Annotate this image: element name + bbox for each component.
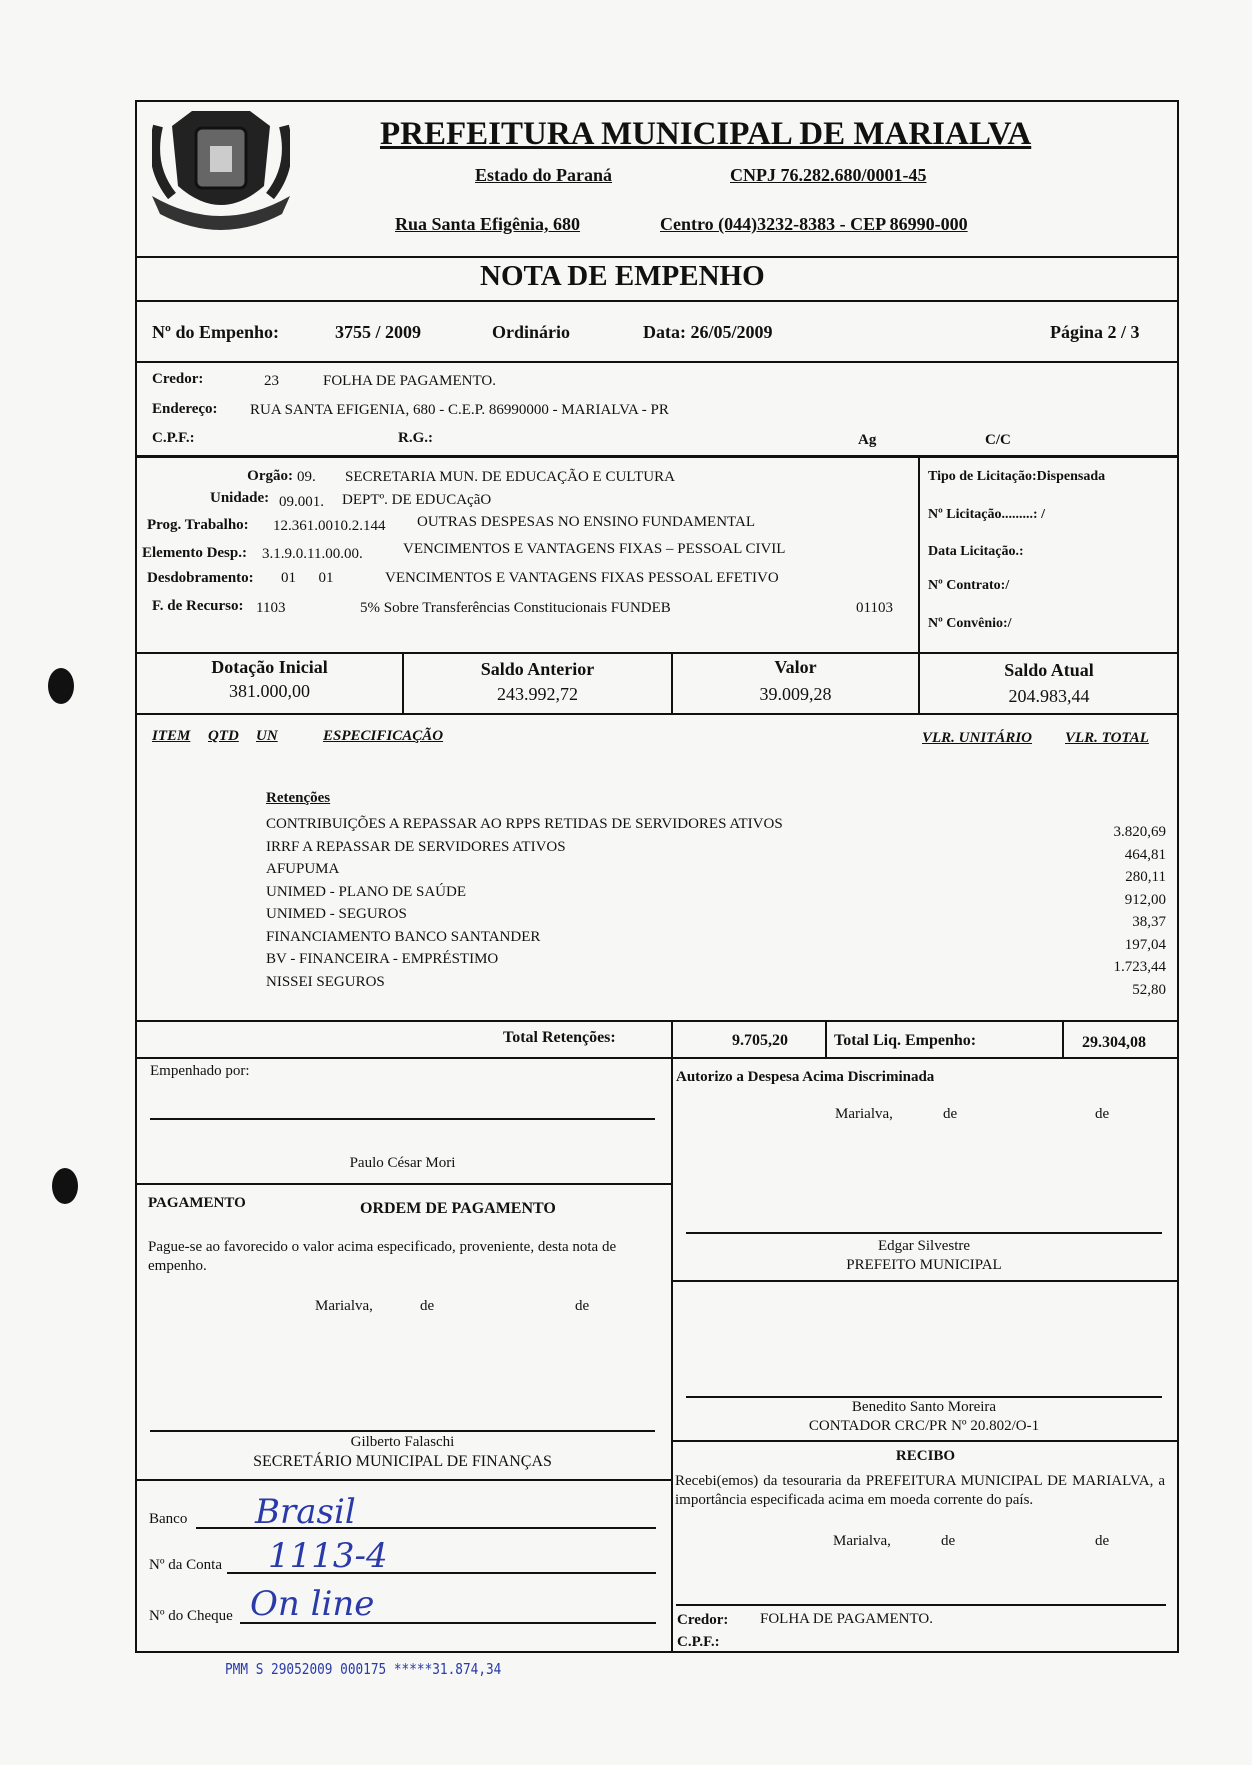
elemento-desc: VENCIMENTOS E VANTAGENS FIXAS – PESSOAL CIVIL [403,541,786,557]
retencao-desc: BV - FINANCEIRA - EMPRÉSTIMO [266,951,499,967]
signature-line [676,1604,1166,1606]
prog-trabalho-code: 12.361.0010.2.144 [273,518,386,534]
cc-label: C/C [985,432,1011,448]
recibo-credor: FOLHA DE PAGAMENTO. [760,1611,933,1627]
retencao-value: 912,00 [1124,891,1166,908]
col-qtd: QTD [208,728,239,744]
credor-name: FOLHA DE PAGAMENTO. [323,373,496,389]
orgao-code: 09. [297,469,316,485]
recibo-place: Marialva, [833,1533,891,1549]
total-retencoes-label: Total Retenções: [503,1029,616,1046]
desdobramento-label: Desdobramento: [147,570,254,586]
divider [135,300,1179,302]
autorizo-de1: de [943,1106,958,1122]
recurso-code: 1103 [256,600,286,616]
retencao-value: 464,81 [1124,846,1166,863]
elemento-code: 3.1.9.0.11.00.00. [262,546,363,562]
orgao-label: Orgão: [247,468,293,484]
elemento-label: Elemento Desp.: [142,545,247,561]
saldo-atual-value: 204.983,44 [1008,686,1090,706]
conta-label: Nº da Conta [149,1557,222,1573]
retencao-value: 197,04 [1124,936,1166,953]
cpf-label: C.P.F.: [152,430,195,446]
total-liquido-value: 29.304,08 [1082,1034,1146,1051]
recibo-title: RECIBO [895,1448,956,1464]
unidade-code: 09.001. [279,494,324,510]
retencao-desc: NISSEI SEGUROS [266,973,385,990]
address-label: Endereço: [152,401,218,417]
dotacao-value: 381.000,00 [229,681,310,701]
divider [671,1440,1179,1442]
divider [918,457,920,653]
retencao-desc: CONTRIBUIÇÕES A REPASSAR AO RPPS RETIDAS DE SERVIDORES ATIVOS [266,816,783,832]
page-number: Página 2 / 3 [1050,322,1140,342]
signature-line [150,1430,655,1432]
empenhado-label: Empenhado por: [150,1063,250,1079]
divider [1062,1020,1064,1058]
retencao-value: 280,11 [1125,869,1166,885]
contador-name: Benedito Santo Moreira [851,1399,997,1415]
signature-line [686,1232,1162,1234]
credor-code: 23 [264,373,279,389]
saldo-atual-label: Saldo Atual [1004,660,1094,680]
document-title: NOTA DE EMPENHO [480,260,765,292]
cheque-label: Nº do Cheque [149,1608,233,1624]
empenho-label: Nº do Empenho: [152,322,279,342]
col-especificacao: ESPECIFICAÇÃO [323,728,444,744]
prefeito-name: Edgar Silvestre [877,1238,971,1254]
conta-value: 1113-4 [268,1536,388,1576]
pagamento-label: PAGAMENTO [148,1195,246,1211]
retencao-desc: FINANCIAMENTO BANCO SANTANDER [266,928,541,945]
empenho-date: Data: 26/05/2009 [643,322,773,342]
autorizo-place: Marialva, [835,1106,893,1122]
divider [135,713,1179,715]
orgao-desc: SECRETARIA MUN. DE EDUCAÇÃO E CULTURA [345,469,675,485]
empenhado-name: Paulo César Mori [349,1155,456,1171]
rg-label: R.G.: [398,430,433,446]
prefeitura-title: PREFEITURA MUNICIPAL DE MARIALVA [380,116,1032,152]
saldo-anterior-value: 243.992,72 [497,684,578,704]
col-vlr-unitario: VLR. UNITÁRIO [922,730,1033,746]
retencao-desc: UNIMED - PLANO DE SAÚDE [266,883,466,900]
retencao-value: 3.820,69 [1113,824,1166,840]
numero-convenio: Nº Convênio:/ [928,616,1012,631]
contact: Centro (044)3232-8383 - CEP 86990-000 [660,214,968,234]
unidade-label: Unidade: [210,490,270,506]
recurso-desc: 5% Sobre Transferências Constitucionais FUNDEB [360,600,671,616]
retencao-value: 1.723,44 [1113,959,1166,975]
autorizo-title: Autorizo a Despesa Acima Discriminada [676,1069,935,1085]
numero-licitacao: Nº Licitação.........: / [928,507,1045,522]
dotacao-label: Dotação Inicial [211,657,328,677]
ordem-pagamento-title: ORDEM DE PAGAMENTO [360,1200,556,1217]
pagamento-de2: de [575,1298,590,1314]
divider [135,652,1179,654]
total-liquido-label: Total Liq. Empenho: [834,1032,977,1049]
col-un: UN [256,728,278,744]
retencao-desc: UNIMED - SEGUROS [266,906,407,922]
pagamento-place: Marialva, [315,1298,373,1314]
desdobramento-code: 01 01 [281,570,334,586]
divider [671,1057,673,1653]
banco-label: Banco [149,1511,188,1527]
retencao-value: 38,37 [1132,914,1166,930]
empenho-number: 3755 / 2009 [335,322,422,342]
pagamento-text: Pague-se ao favorecido o valor acima especificado, proveniente, desta nota de empenho. [148,1239,617,1274]
col-vlr-total: VLR. TOTAL [1065,730,1149,746]
total-retencoes-value: 9.705,20 [732,1032,788,1049]
divider [671,1280,1179,1282]
divider [135,1183,672,1185]
recurso-extra: 01103 [856,600,893,616]
prog-trabalho-desc: OUTRAS DESPESAS NO ENSINO FUNDAMENTAL [417,514,755,530]
col-item: ITEM [152,728,191,744]
divider [671,1020,673,1058]
recibo-credor-label: Credor: [677,1612,729,1628]
signature-line [686,1396,1162,1398]
punch-hole [48,668,74,704]
divider [135,1057,1179,1059]
bank-stamp: PMM S 29052009 000175 *****31.874,34 [225,1660,502,1678]
retencao-value: 52,80 [1132,981,1166,998]
divider [135,361,1179,363]
credor-address: RUA SANTA EFIGENIA, 680 - C.E.P. 86990000 - MARIALVA - PR [250,402,669,418]
empenho-type: Ordinário [492,322,571,342]
recibo-text: Recebi(emos) da tesouraria da PREFEITURA MUNICIPAL DE MARIALVA, a importância especificada acima em moeda corrente do país. [675,1473,1165,1508]
valor-value: 39.009,28 [759,684,832,704]
secretario-role: SECRETÁRIO MUNICIPAL DE FINANÇAS [253,1453,552,1470]
divider [135,1479,672,1481]
tipo-licitacao: Tipo de Licitação:Dispensada [928,469,1106,484]
unidade-desc: DEPTº. DE EDUCAçãO [342,492,492,508]
state-label: Estado do Paraná [475,165,613,185]
retencoes-title: Retenções [266,790,331,806]
prog-trabalho-label: Prog. Trabalho: [147,517,249,533]
divider [135,455,1179,458]
contador-role: CONTADOR CRC/PR Nº 20.802/O-1 [808,1418,1040,1434]
banco-value: Brasil [255,1492,356,1532]
recibo-de1: de [941,1533,956,1549]
valor-label: Valor [774,657,817,677]
saldo-anterior-label: Saldo Anterior [480,659,595,679]
prefeito-role: PREFEITO MUNICIPAL [846,1257,1002,1273]
autorizo-de2: de [1095,1106,1110,1122]
punch-hole [52,1168,78,1204]
cheque-value: On line [250,1584,375,1624]
recibo-de2: de [1095,1533,1110,1549]
desdobramento-desc: VENCIMENTOS E VANTAGENS FIXAS PESSOAL EFETIVO [385,570,779,586]
recibo-cpf-label: C.P.F.: [677,1634,720,1650]
pagamento-de1: de [420,1298,435,1314]
divider [825,1020,827,1058]
secretario-name: Gilberto Falaschi [350,1434,455,1450]
divider [135,1020,1179,1022]
retencao-desc: AFUPUMA [266,861,340,877]
address: Rua Santa Efigênia, 680 [395,214,581,234]
credor-label: Credor: [152,371,204,387]
recurso-label: F. de Recurso: [152,598,244,614]
cnpj: CNPJ 76.282.680/0001-45 [730,165,927,185]
signature-line [150,1118,655,1120]
data-licitacao: Data Licitação.: [928,544,1024,559]
ag-label: Ag [858,432,877,448]
numero-contrato: Nº Contrato:/ [928,578,1010,593]
coat-of-arms-logo [152,106,290,230]
divider [135,256,1179,258]
retencao-desc: IRRF A REPASSAR DE SERVIDORES ATIVOS [266,838,566,855]
